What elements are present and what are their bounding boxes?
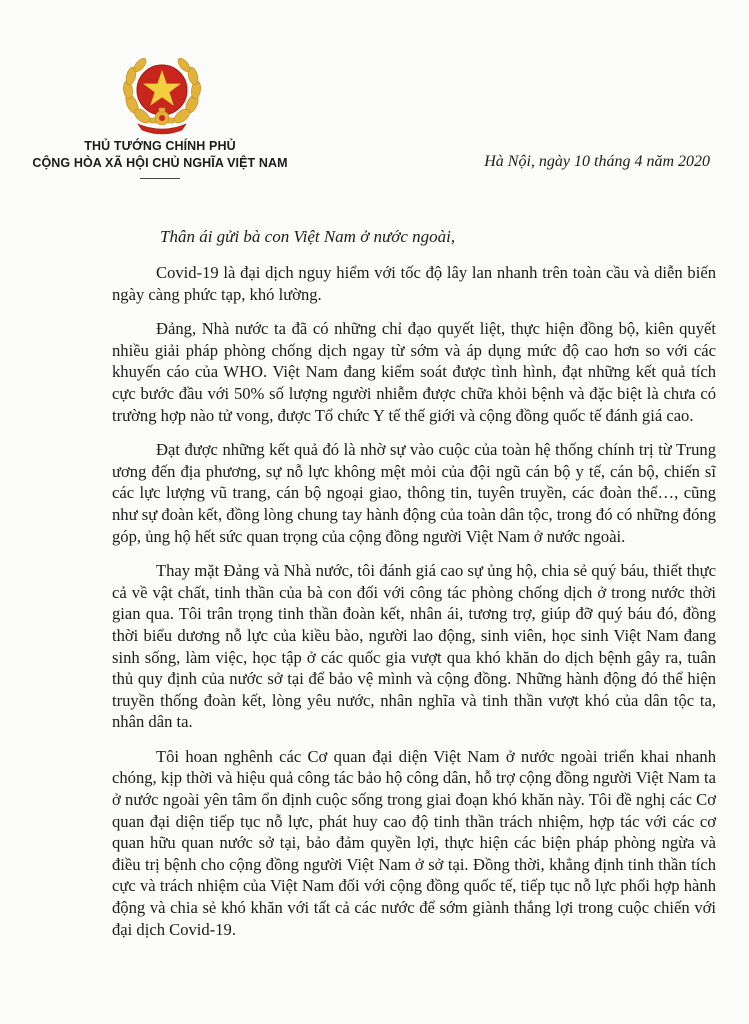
salutation: Thân ái gửi bà con Việt Nam ở nước ngoài,: [160, 227, 456, 246]
letter-body: [112, 262, 716, 953]
issuer-divider: [140, 178, 180, 179]
issuer-block: [20, 138, 300, 179]
national-emblem-icon: [120, 52, 204, 136]
paragraph: Thay mặt Đảng và Nhà nước, tôi đánh giá cao sự ủng hộ, chia sẻ quý báu, thiết thực cả về vật chất, tinh thần của bà con đối với công tác phòng chống dịch ở trong nước thời gian qua. Tôi trân trọng tinh thần đoàn kết, nhân ái, tương trợ, giúp đỡ quý báu đó, đồng thời biểu dương nỗ lực của kiều bào, người lao động, sinh viên, học sinh Việt Nam đang sinh sống, làm việc, học tập ở các quốc gia vượt qua khó khăn do dịch bệnh gây ra, tuân thủ quy định của nước sở tại để bảo vệ mình và cộng đồng. Những hành động đó thể hiện truyền thống đoàn kết, lòng yêu nước, nhân nghĩa và tinh thần vượt khó của dân tộc ta, nhân dân ta.: [112, 561, 716, 732]
paragraph: Đảng, Nhà nước ta đã có những chỉ đạo quyết liệt, thực hiện đồng bộ, kiên quyết nhiều giải pháp phòng chống dịch ngay từ sớm và áp dụng mức độ cao hơn so với các khuyến cáo của WHO. Việt Nam đang kiểm soát được tình hình, đạt những kết quả tích cực bước đầu với 50% số lượng người nhiễm được chữa khỏi bệnh và đặc biệt là chưa có trường hợp nào tử vong, được Tổ chức Y tế thế giới và cộng đồng quốc tế đánh giá cao.: [112, 319, 716, 425]
paragraph: Tôi hoan nghênh các Cơ quan đại diện Việt Nam ở nước ngoài triển khai nhanh chóng, kịp thời và hiệu quả công tác bảo hộ công dân, hỗ trợ cộng đồng người Việt Nam ta ở nước ngoài yên tâm ổn định cuộc sống trong giai đoạn khó khăn này. Tôi đề nghị các Cơ quan đại diện tiếp tục nỗ lực, phát huy cao độ tinh thần trách nhiệm, hợp tác với các cơ quan hữu quan nước sở tại, bảo đảm quyền lợi, thực hiện các biện pháp phòng ngừa và điều trị bệnh cho cộng đồng người Việt Nam ở sở tại. Đồng thời, khẳng định tinh thần tích cực và trách nhiệm của Việt Nam đối với cộng đồng quốc tế, tiếp tục nỗ lực phối hợp hành động và chia sẻ khó khăn với tất cả các nước để sớm giành thắng lợi trong cuộc chiến với đại dịch Covid-19.: [112, 746, 716, 939]
issuer-line-country: CỘNG HÒA XÃ HỘI CHỦ NGHĨA VIỆT NAM: [32, 156, 288, 170]
issuer-line-government: THỦ TƯỚNG CHÍNH PHỦ: [84, 139, 236, 153]
paragraph: Covid-19 là đại dịch nguy hiểm với tốc độ lây lan nhanh trên toàn cầu và diễn biến ngày càng phức tạp, khó lường.: [112, 263, 716, 304]
paragraph: Đạt được những kết quả đó là nhờ sự vào cuộc của toàn hệ thống chính trị từ Trung ương đến địa phương, sự nỗ lực không mệt mỏi của đội ngũ cán bộ y tế, cán bộ, chiến sĩ các lực lượng vũ trang, cán bộ ngoại giao, thông tin, tuyên truyền, các đoàn thể…, cũng như sự đoàn kết, đồng lòng chung tay hành động của toàn dân tộc, trong đó có những đóng góp, ủng hộ hết sức quan trọng của cộng đồng người Việt Nam ở nước ngoài.: [112, 440, 716, 546]
place-date: Hà Nội, ngày 10 tháng 4 năm 2020: [484, 153, 710, 170]
